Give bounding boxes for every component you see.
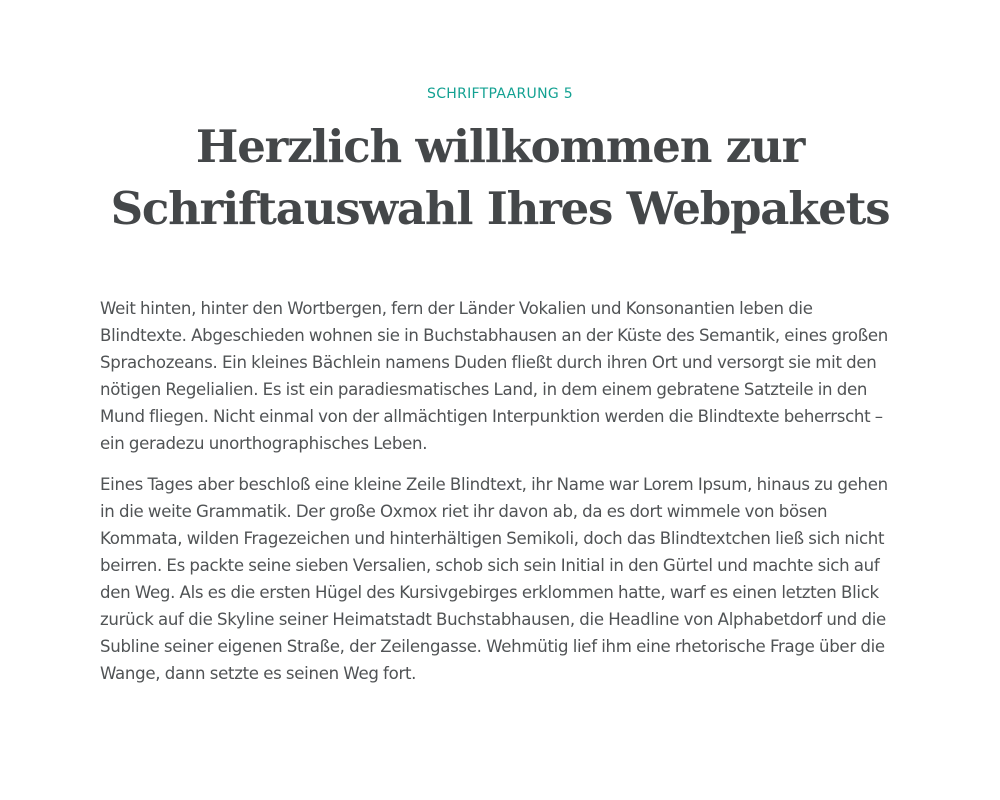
paragraph-2: Eines Tages aber beschloß eine kleine Zeile Blindtext, ihr Name war Lorem Ipsum, hinaus zu gehen in die weite Grammatik. Der große Oxmox riet ihr davon ab, da es dort wimmele von bösen Kommata, wilden Fragezeichen und hinterhältigen Semikoli, doch das Blindtextchen ließ sich nicht beirren. Es packte seine sieben Versalien, schob sich sein Initial in den Gürtel und machte sich auf den Weg. Als es die ersten Hügel des Kursivgebirges erklommen hatte, warf es einen letzten Blick zurück auf die Skyline seiner Heimatstadt Buchstabhausen, die Headline von Alphabetdorf und die Subline seiner eigenen Straße, der Zeilengasse. Wehmütig lief ihm eine rhetorische Frage über die Wange, dann setzte es seinen Weg fort. <box>100 475 888 683</box>
section-eyebrow: SCHRIFTPAARUNG 5 <box>427 86 573 102</box>
paragraph-1: Weit hinten, hinter den Wortbergen, fern der Länder Vokalien und Konsonantien leben die Blindtexte. Abgeschieden wohnen sie in Buchstabhausen an der Küste des Semantik, eines großen Sprachozeans. Ein kleines Bächlein namens Duden fließt durch ihren Ort und versorgt sie mit den nötigen Regelialien. Es ist ein paradiesmatisches Land, in dem einem gebratene Satzteile in den Mund fliegen. Nicht einmal von der allmächtigen Interpunktion werden die Blindtexte beherrscht – ein geradezu unorthographisches Leben. <box>100 299 888 453</box>
page-content <box>100 0 900 687</box>
page-title-line-2: Schriftauswahl Ihres Webpakets <box>110 182 890 235</box>
body-text <box>100 295 900 687</box>
page-title-line-1: Herzlich willkommen zur <box>195 120 805 173</box>
page-title <box>100 116 900 240</box>
